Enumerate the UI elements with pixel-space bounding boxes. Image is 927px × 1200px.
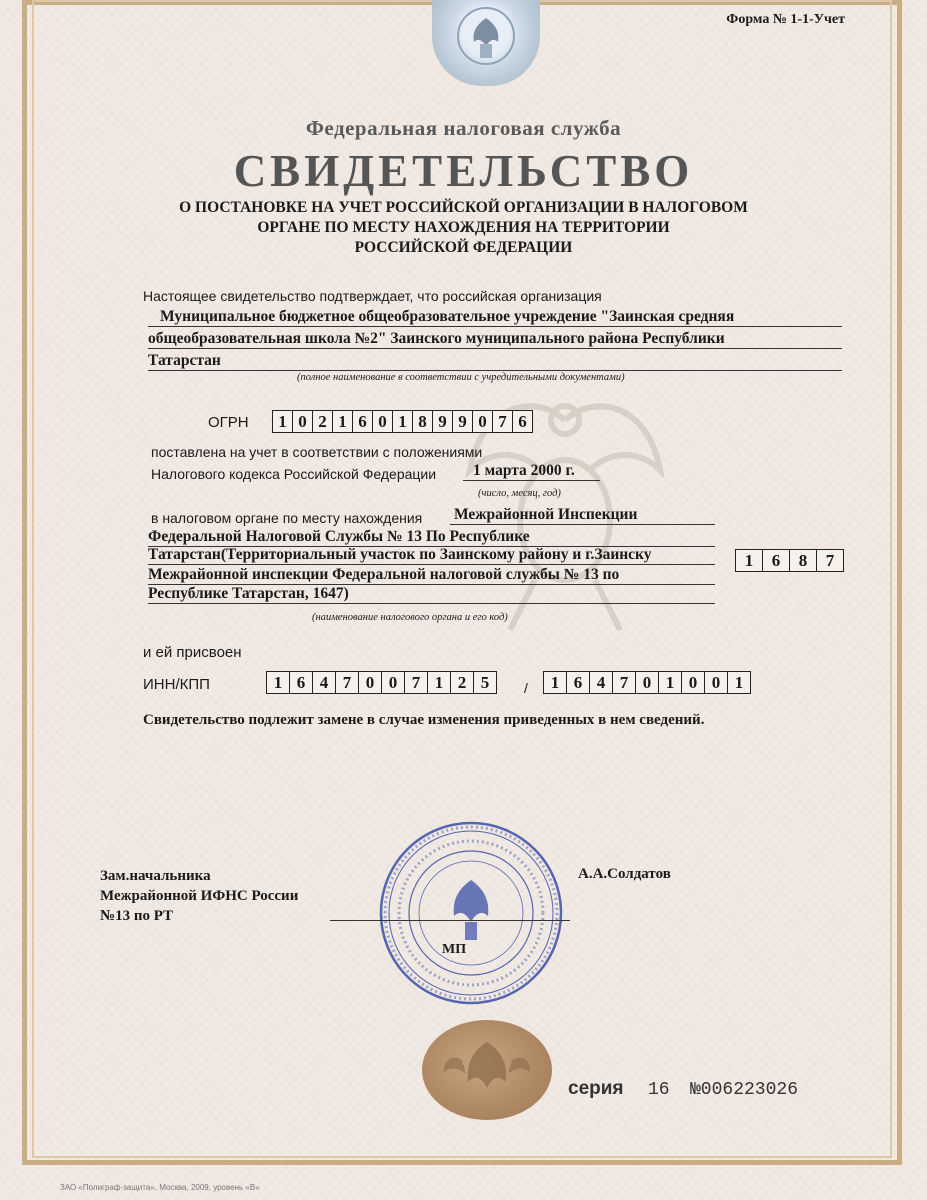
official-stamp-icon bbox=[376, 818, 566, 1008]
kpp-digit: 7 bbox=[613, 672, 636, 693]
inn-digit: 0 bbox=[382, 672, 405, 693]
inn-kpp-separator: / bbox=[524, 680, 528, 696]
series-value: 16 bbox=[648, 1080, 670, 1100]
authority-line: Межрайонной Инспекции bbox=[450, 506, 715, 525]
ogrn-digit: 9 bbox=[433, 411, 453, 432]
mp-label: МП bbox=[442, 942, 467, 957]
org-name-line: Муниципальное бюджетное общеобразовательное учреждение "Заинская средняя bbox=[148, 308, 842, 327]
authority-line: Республике Татарстан, 1647) bbox=[148, 585, 715, 604]
agency-name: Федеральная налоговая служба bbox=[305, 116, 622, 140]
registration-date: 1 марта 2000 г. bbox=[463, 462, 600, 481]
inn-kpp-label: ИНН/КПП bbox=[143, 676, 210, 693]
ogrn-digit: 0 bbox=[473, 411, 493, 432]
series-label: серия bbox=[568, 1078, 624, 1099]
certificate-subtitle bbox=[0, 198, 927, 258]
authority-code-digit: 1 bbox=[736, 550, 763, 571]
coat-of-arms-icon bbox=[432, 0, 540, 86]
form-number: Форма № 1-1-Учет bbox=[726, 12, 845, 27]
subtitle-line: ОРГАНЕ ПО МЕСТУ НАХОЖДЕНИЯ НА ТЕРРИТОРИИ bbox=[257, 219, 670, 236]
kpp-digit: 1 bbox=[734, 673, 744, 692]
kpp-digit: 1 bbox=[659, 672, 682, 693]
confirm-text: Настоящее свидетельство подтверждает, что российская организация bbox=[143, 288, 602, 304]
ogrn-digit: 1 bbox=[333, 411, 353, 432]
certificate-number: №006223026 bbox=[690, 1080, 799, 1100]
authority-line: Федеральной Налоговой Службы № 13 По Республике bbox=[148, 528, 715, 547]
eagle-seal-icon bbox=[422, 1020, 552, 1120]
hologram-emblem bbox=[432, 0, 540, 86]
signer-title-line: №13 по РТ bbox=[100, 908, 174, 924]
inn-digit: 6 bbox=[290, 672, 313, 693]
authority-line: Татарстан(Территориальный участок по Заинскому району и г.Заинску bbox=[148, 546, 715, 565]
ogrn-boxes bbox=[272, 410, 533, 433]
kpp-digit: 0 bbox=[636, 672, 659, 693]
inn-digit: 7 bbox=[405, 672, 428, 693]
inn-digit: 7 bbox=[336, 672, 359, 693]
inn-digit: 0 bbox=[359, 672, 382, 693]
inn-boxes bbox=[266, 671, 497, 694]
inn-digit: 4 bbox=[313, 672, 336, 693]
kpp-digit: 4 bbox=[590, 672, 613, 693]
kpp-digit: 0 bbox=[682, 672, 705, 693]
signer-name: А.А.Солдатов bbox=[578, 866, 671, 882]
ogrn-digit: 8 bbox=[413, 411, 433, 432]
authority-code-digit: 8 bbox=[790, 550, 817, 571]
ogrn-digit: 2 bbox=[313, 411, 333, 432]
replacement-note: Свидетельство подлежит замене в случае изменения приведенных в нем сведений. bbox=[143, 712, 705, 728]
ogrn-label: ОГРН bbox=[208, 414, 249, 431]
assigned-text: и ей присвоен bbox=[143, 644, 242, 661]
registered-text: поставлена на учет в соответствии с положениями bbox=[151, 444, 483, 460]
tax-code-text: Налогового кодекса Российской Федерации bbox=[151, 466, 437, 482]
ogrn-digit: 6 bbox=[353, 411, 373, 432]
signer-title-line: Зам.начальника bbox=[100, 868, 211, 884]
kpp-boxes bbox=[543, 671, 751, 694]
printer-footer: ЗАО «Полиграф-защита», Москва, 2009, уровень «В» bbox=[60, 1183, 260, 1192]
subtitle-line: РОССИЙСКОЙ ФЕДЕРАЦИИ bbox=[354, 239, 573, 256]
subtitle-line: О ПОСТАНОВКЕ НА УЧЕТ РОССИЙСКОЙ ОРГАНИЗАЦИИ В НАЛОГОВОМ bbox=[179, 199, 748, 216]
inn-digit: 1 bbox=[428, 672, 451, 693]
inn-digit: 5 bbox=[480, 673, 490, 692]
signer-title-line: Межрайонной ИФНС России bbox=[100, 888, 299, 904]
ogrn-digit: 1 bbox=[393, 411, 413, 432]
org-name-line: общеобразовательная школа №2" Заинского муниципального района Республики bbox=[148, 330, 842, 349]
ogrn-digit: 6 bbox=[518, 412, 527, 431]
ogrn-digit: 1 bbox=[273, 411, 293, 432]
certificate-title: СВИДЕТЕЛЬСТВО bbox=[233, 146, 694, 196]
org-name-line: Татарстан bbox=[148, 352, 842, 371]
kpp-digit: 1 bbox=[544, 672, 567, 693]
kpp-digit: 0 bbox=[705, 672, 728, 693]
authority-code-digit: 6 bbox=[763, 550, 790, 571]
org-name-note: (полное наименование в соответствии с учредительными документами) bbox=[297, 372, 625, 383]
authority-line: Межрайонной инспекции Федеральной налоговой службы № 13 по bbox=[148, 566, 715, 585]
date-note: (число, месяц, год) bbox=[478, 488, 561, 499]
authority-code-digit: 7 bbox=[825, 551, 835, 570]
signature-line bbox=[330, 920, 570, 921]
ogrn-digit: 9 bbox=[453, 411, 473, 432]
ogrn-digit: 0 bbox=[293, 411, 313, 432]
authority-code-boxes bbox=[735, 549, 844, 572]
ogrn-digit: 7 bbox=[493, 411, 513, 432]
inn-digit: 1 bbox=[267, 672, 290, 693]
authority-note: (наименование налогового органа и его код) bbox=[312, 612, 508, 623]
kpp-digit: 6 bbox=[567, 672, 590, 693]
ogrn-digit: 0 bbox=[373, 411, 393, 432]
gold-seal bbox=[422, 1020, 552, 1120]
inn-digit: 2 bbox=[451, 672, 474, 693]
authority-prefix: в налоговом органе по месту нахождения bbox=[151, 510, 423, 526]
